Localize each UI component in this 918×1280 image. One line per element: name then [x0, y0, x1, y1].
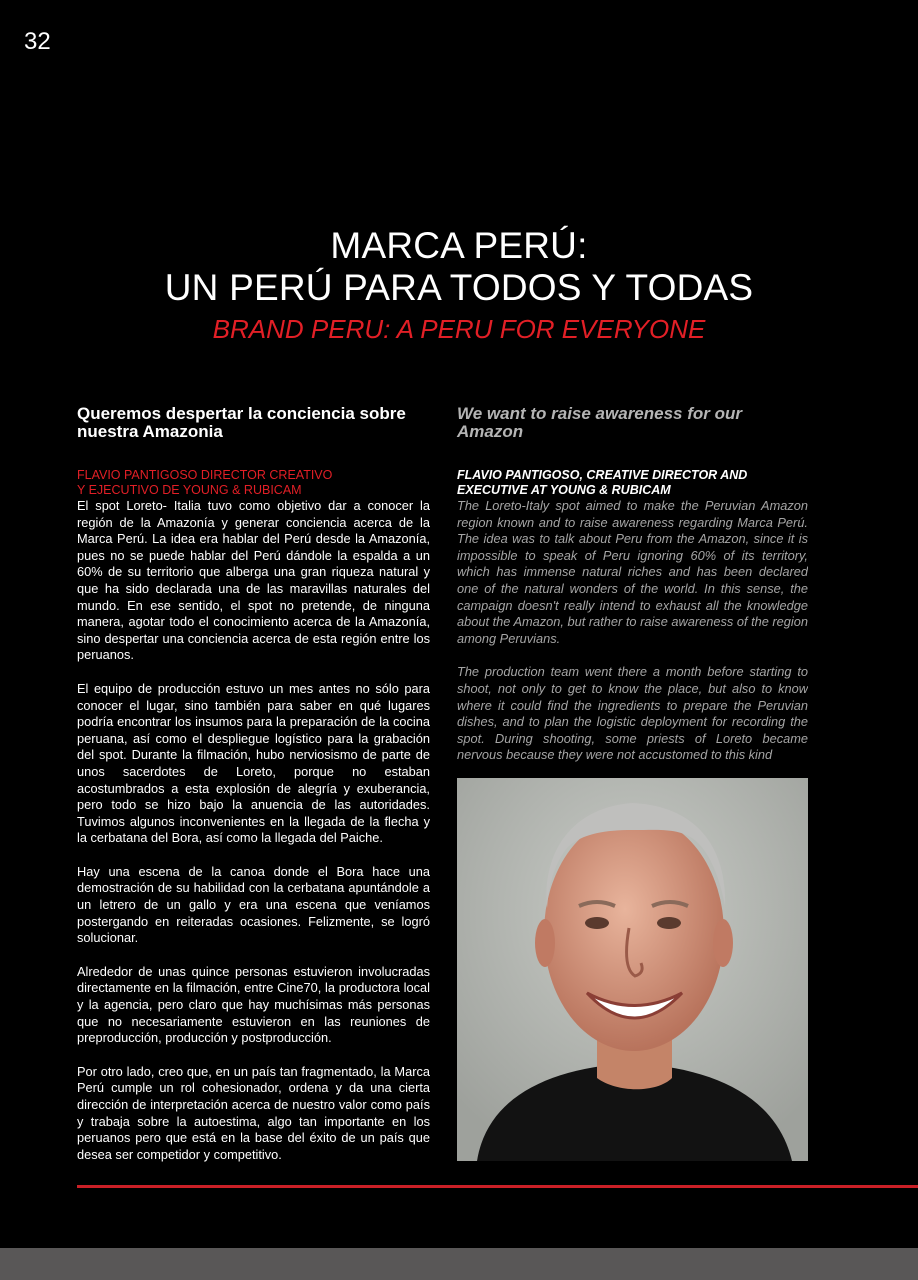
- spanish-paragraph-3: Hay una escena de la canoa donde el Bora hace una demostración de su habilidad con la cerbatana apuntándole a un letrero de un gallo y era una escena que veníamos postergando en reiteradas ocasiones. Felizmente, se logró solucionar.: [77, 863, 430, 946]
- spanish-paragraph-4: Alrededor de unas quince personas estuvieron involucradas directamente en la filmación, entre Cine70, la productora local y la agencia, pero claro que hay muchísimas más personas que no necesariamente estuvieron en las reuniones de preproducción, producción y postproducción.: [77, 963, 430, 1046]
- spanish-paragraph-1: El spot Loreto- Italia tuvo como objetivo dar a conocer la región de la Amazonía y generar conciencia acerca de la Marca Perú. La idea era hablar del Perú desde la Amazonía, pues no se puede hablar del Perú dándole la espalda a un 60% de su territorio que alberga una gran riqueza natural y que ha sido declarada una de las maravillas naturales del mundo. En ese sentido, el spot no pretende, de ninguna manera, agotar todo el conocimiento acerca de la Amazonía, sino despertar una conciencia acerca de esta región entre los peruanos.: [77, 498, 430, 663]
- title-line-1: MARCA PERÚ:: [330, 225, 588, 266]
- portrait-photo: [457, 778, 808, 1161]
- portrait-illustration: [457, 778, 808, 1161]
- article-title-english: BRAND PERU: A PERU FOR EVERYONE: [212, 314, 706, 344]
- spanish-subtitle: Queremos despertar la conciencia sobre nuestra Amazonia: [77, 404, 406, 441]
- divider-rule: [77, 1185, 918, 1188]
- spanish-byline-line-2: Y EJECUTIVO DE YOUNG & RUBICAM: [77, 483, 302, 497]
- spanish-byline-line-1: FLAVIO PANTIGOSO DIRECTOR CREATIVO: [77, 468, 333, 482]
- spanish-paragraph-5: Por otro lado, creo que, en un país tan fragmentado, la Marca Perú cumple un rol cohesionador, ordena y da una cierta dirección de interpretación acerca de nuestro valor como país y trabaja sobre la autoestima, algo tan importante en los peruanos pero que está en la base del éxito de un país que desea ser competidor y competitivo.: [77, 1063, 430, 1162]
- article-title-block: [0, 225, 918, 345]
- english-paragraph-2: The production team went there a month before starting to shoot, not only to get to know the place, but also to know where it could find the ingredients to prepare the Peruvian dishes, and to plan the logistic deployment for recording the spot. During shooting, some priests of Loreto became nervous because they were not accustomed to this kind: [457, 664, 808, 763]
- english-paragraph-1: The Loreto-Italy spot aimed to make the Peruvian Amazon region known and to raise awareness regarding Marca Perú. The idea was to talk about Peru from the Amazon, since it is impossible to speak of Peru ignoring 60% of its territory, which has immense natural riches and has been declared one of the natural wonders of the world. In this sense, the campaign doesn't really intend to exhaust all the knowledge about the Amazon, but rather to raise awareness of the region among Peruvians.: [457, 498, 808, 646]
- article-title: [0, 225, 918, 309]
- footer-bar: [0, 1248, 918, 1280]
- english-subtitle: We want to raise awareness for our Amazon: [457, 404, 742, 441]
- english-column: [457, 405, 808, 766]
- english-byline: FLAVIO PANTIGOSO, CREATIVE DIRECTOR AND EXECUTIVE AT YOUNG & RUBICAM: [457, 468, 748, 497]
- english-body: [457, 498, 808, 766]
- spanish-column: [77, 405, 430, 1180]
- spanish-paragraph-2: El equipo de producción estuvo un mes antes no sólo para conocer el lugar, sino también para saber en qué lugares podría encontrar los insumos para la preparación de la cocina peruana, así como el despliegue logístico para la grabación del spot. Durante la filmación, hubo nerviosismo de parte de unos sacerdotes de Loreto, porque no estaban acostumbrados a esta explosión de alegría y exuberancia, pero todo se hizo bajo la anuencia de las autoridades. Tuvimos algunos inconvenientes en la llegada de la flecha y la cerbatana del Bora, así como la llegada del Paiche.: [77, 680, 430, 846]
- page-number: 32: [24, 28, 51, 55]
- spanish-body: [77, 498, 430, 1163]
- title-line-2: UN PERÚ PARA TODOS Y TODAS: [164, 267, 754, 308]
- spanish-byline: [77, 468, 430, 498]
